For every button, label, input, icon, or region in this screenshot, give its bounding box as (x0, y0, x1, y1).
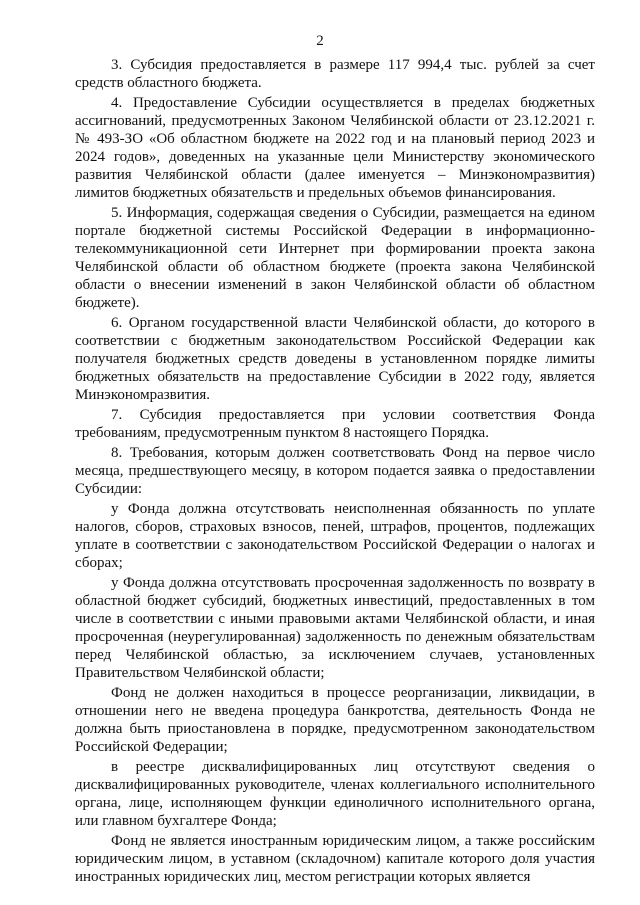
requirement-taxes: у Фонда должна отсутствовать неисполненная обязанность по уплате налогов, сборов, страховых взносов, пеней, штрафов, процентов, подлежащих уплате в соответствии с законодательством Российской Федерации о налогах и сборах; (75, 501, 595, 571)
paragraph-3: 3. Субсидия предоставляется в размере 117 994,4 тыс. рублей за счет средств областного бюджета. (75, 57, 595, 91)
requirement-reorganization: Фонд не должен находиться в процессе реорганизации, ликвидации, в отношении него не введена процедура банкротства, деятельность Фонда не должна быть приостановлена в порядке, предусмотренном законодательством Российской Федерации; (75, 685, 595, 755)
paragraph-7: 7. Субсидия предоставляется при условии соответствия Фонда требованиям, предусмотренным пунктом 8 настоящего Порядка. (75, 407, 595, 441)
requirement-debt: у Фонда должна отсутствовать просроченная задолженность по возврату в областной бюджет субсидий, бюджетных инвестиций, предоставленных в том числе в соответствии с иными правовыми актами Челябинской области, и иная просроченная (неурегулированная) задолженность по денежным обязательствам перед Челябинской областью, за исключением случаев, установленных Правительством Челябинской области; (75, 575, 595, 681)
paragraph-5: 5. Информация, содержащая сведения о Субсидии, размещается на едином портале бюджетной системы Российской Федерации в информационно-телекоммуникационной сети Интернет при формировании проекта закона Челябинской области об областном бюджете (проекта закона Челябинской области о внесении изменений в закон Челябинской области об областном бюджете). (75, 205, 595, 311)
paragraph-4: 4. Предоставление Субсидии осуществляется в пределах бюджетных ассигнований, предусмотренных Законом Челябинской области от 23.12.2021 г. № 493-ЗО «Об областном бюджете на 2022 год и на плановый период 2023 и 2024 годов», доведенных на указанные цели Министерству экономического развития Челябинской области (далее именуется – Минэкономразвития) лимитов бюджетных обязательств и предельных объемов финансирования. (75, 95, 595, 201)
document-body (75, 56, 595, 886)
paragraph-6: 6. Органом государственной власти Челябинской области, до которого в соответствии с бюджетным законодательством Российской Федерации как получателя бюджетных средств доведены в установленном порядке лимиты бюджетных обязательств на предоставление Субсидии в 2022 году, является Минэкономразвития. (75, 315, 595, 403)
page-number: 2 (316, 33, 324, 49)
paragraph-8: 8. Требования, которым должен соответствовать Фонд на первое число месяца, предшествующего месяцу, в котором подается заявка о предоставлении Субсидии: (75, 445, 595, 497)
requirement-foreign-entity: Фонд не является иностранным юридическим лицом, а также российским юридическим лицом, в уставном (складочном) капитале которого доля участия иностранных юридических лиц, местом регистрации которых является (75, 833, 595, 885)
requirement-disqualified-persons: в реестре дисквалифицированных лиц отсутствуют сведения о дисквалифицированных руководителе, членах коллегиального исполнительного органа, лице, исполняющем функции единоличного исполнительного органа, или главном бухгалтере Фонда; (75, 759, 595, 829)
